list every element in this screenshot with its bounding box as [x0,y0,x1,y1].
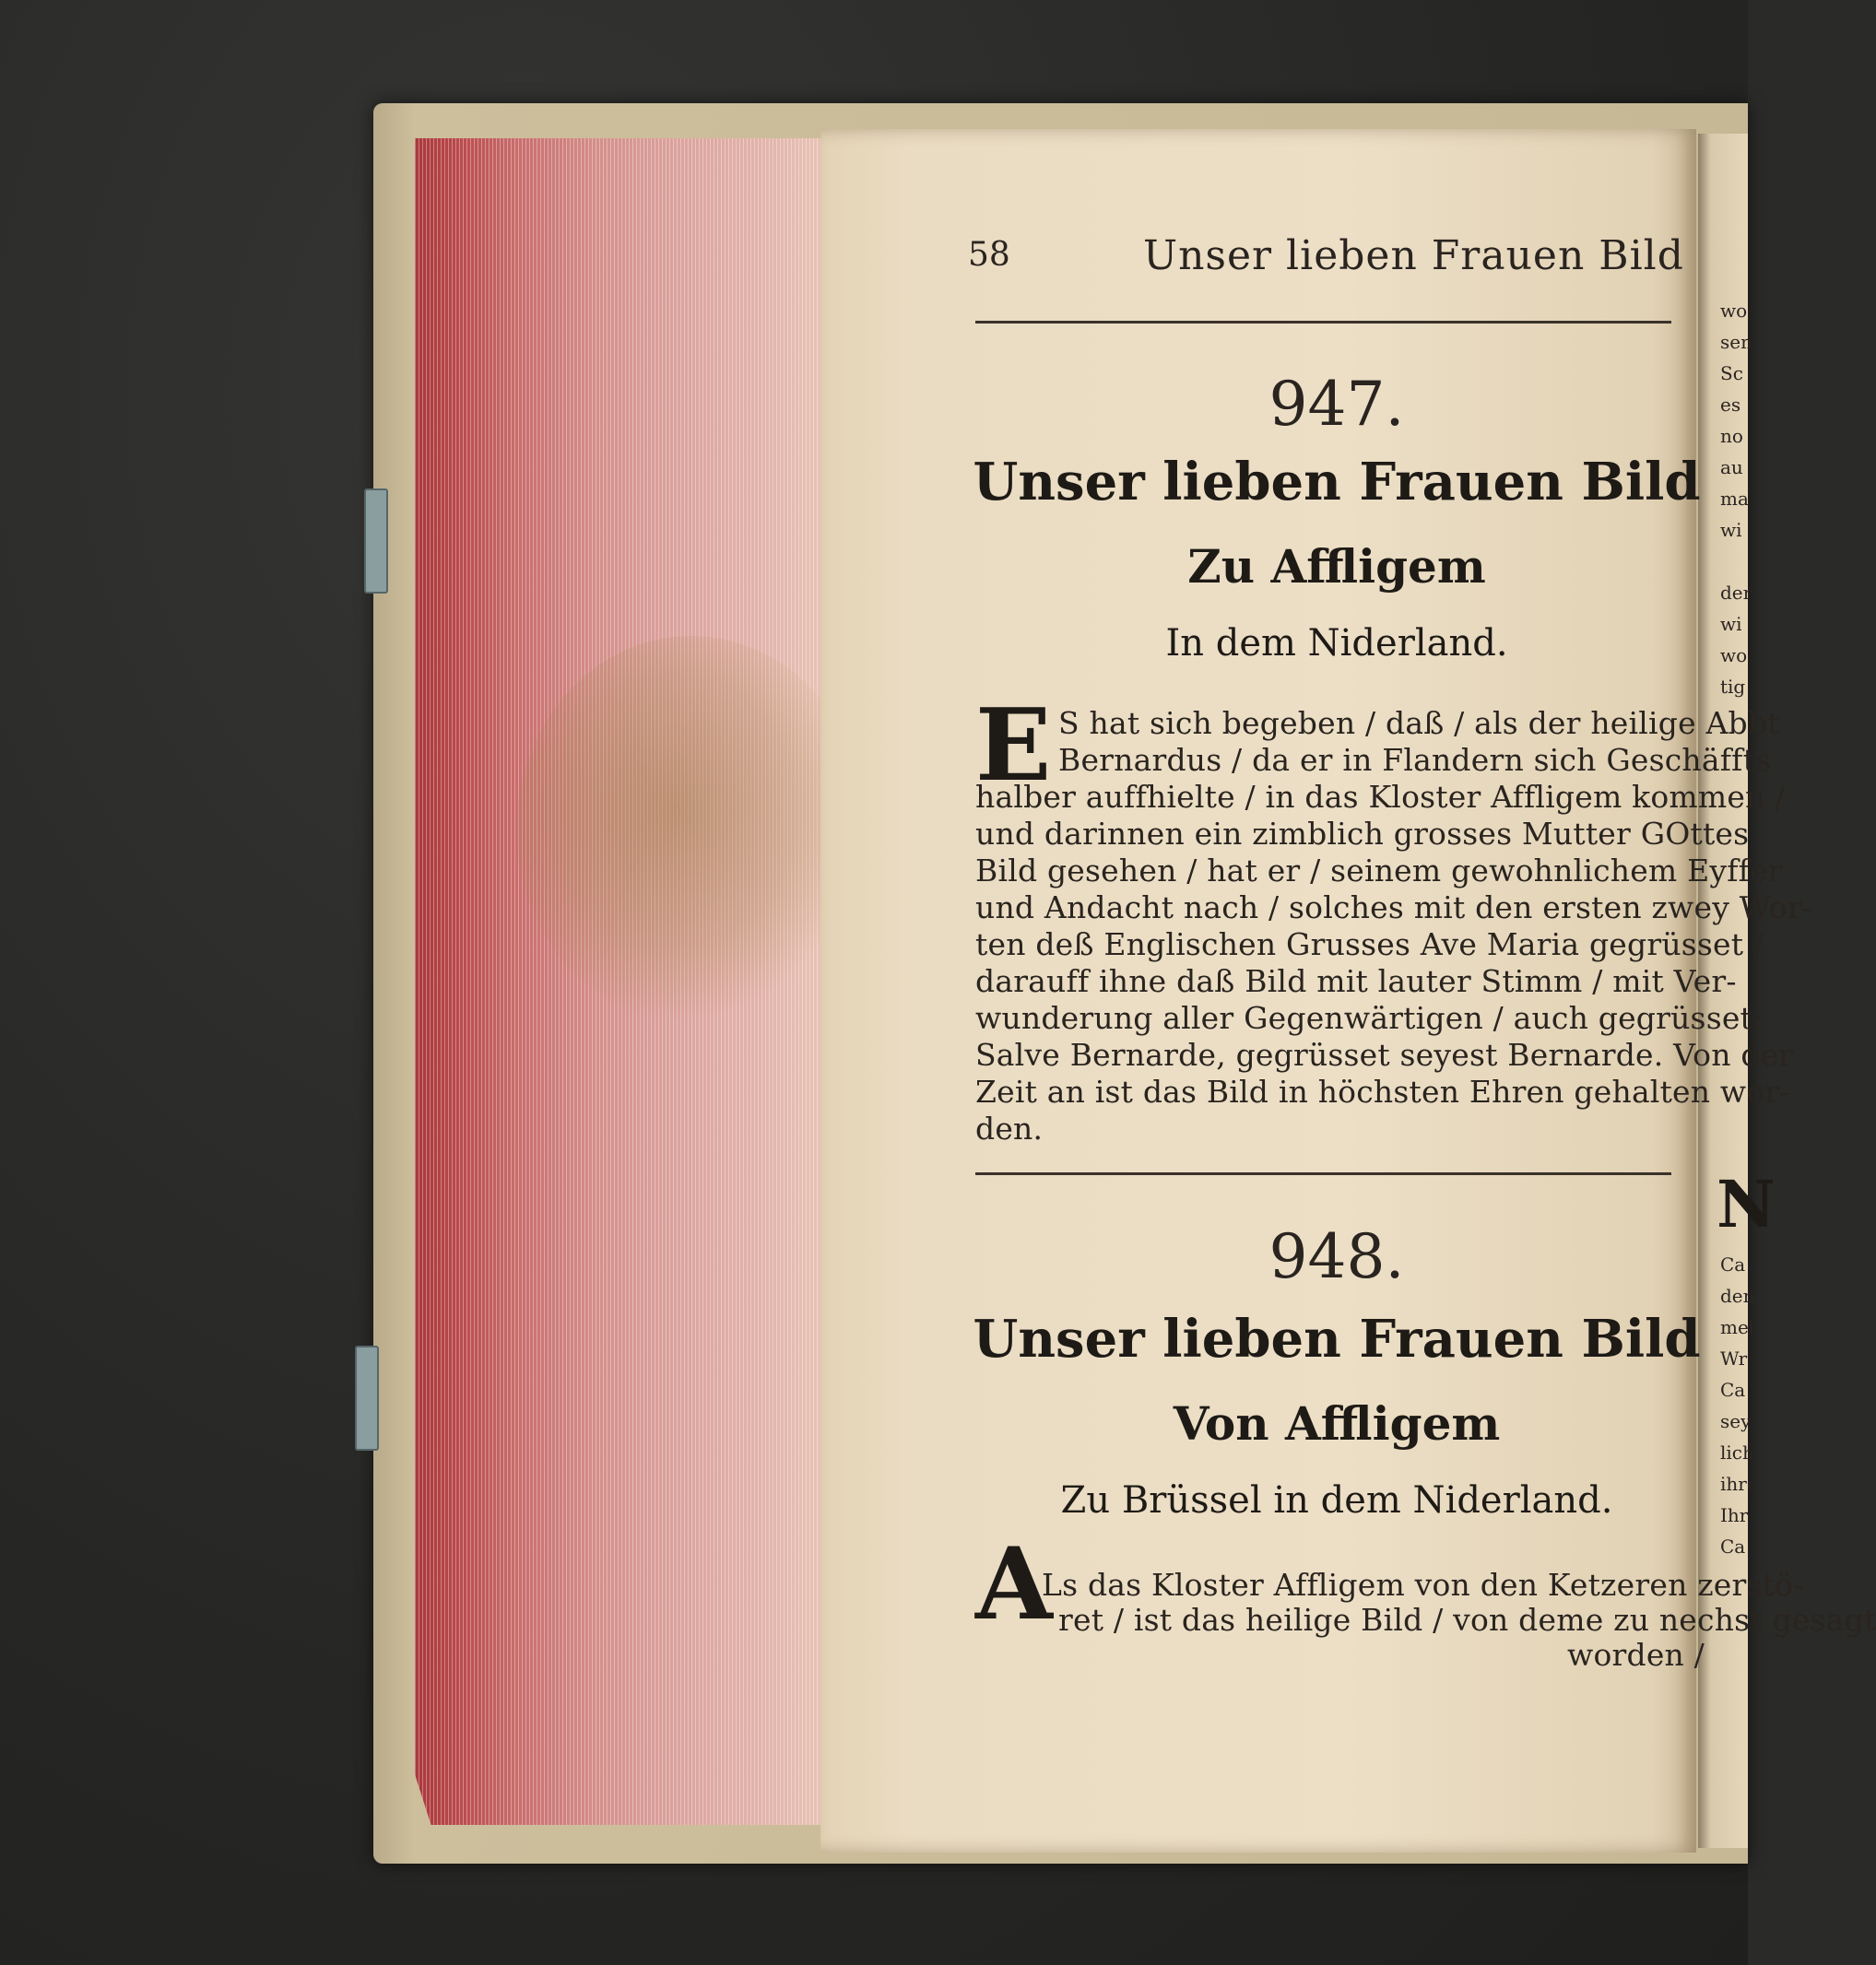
clasp-bottom [355,1346,379,1451]
dropcap: E [975,688,1052,804]
body-line: Bild gesehen / hat er / seinem gewohnlichem Eyffer [975,853,1783,888]
entry-number: 947. [1268,369,1405,440]
entry-title: Unser lieben Frauen Bild [973,1309,1701,1370]
entry-title: Unser lieben Frauen Bild [973,452,1701,512]
body-line: S hat sich begeben / daß / als der heilige Abbt [1058,705,1780,741]
dropcap: A [975,1526,1053,1642]
entry-number: 948. [1268,1221,1405,1292]
running-head-title: Unser lieben Frauen Bild [1143,232,1684,279]
next-page-fragments-bottom: Ca den mel Wr Ca sey lich ihre Ihr Ca [1720,1253,1758,1558]
body-line: Bernardus / da er in Flandern sich Geschäffts [1058,742,1772,778]
body-line: ret / ist das heilige Bild / von deme zu nechst gesagt [1058,1602,1876,1638]
body-line: darauff ihne daß Bild mit lauter Stimm / mit Ver- [975,963,1737,999]
entry-place: Zu Brüssel in dem Niderland. [1060,1479,1613,1522]
entry-subtitle: Zu Affligem [1187,539,1486,594]
next-page-initial: N [1717,1166,1776,1242]
body-line: Ls das Kloster Affligem von den Ketzeren zerstö- [1042,1567,1804,1603]
next-page-fragments-top: wo sen Sc es no au ma wi der wi wo tig [1720,300,1752,698]
body-line: Salve Bernarde, gegrüsset seyest Bernarde. Von der [975,1037,1794,1073]
page-number: 58 [968,236,1010,274]
entry-place: In dem Niderland. [1165,622,1508,665]
head-rule [975,321,1671,324]
body-line: wunderung aller Gegenwärtigen / auch gegrüsset: [975,1000,1764,1036]
body-line: Zeit an ist das Bild in höchsten Ehren gehalten wor- [975,1074,1790,1110]
body-line: ten deß Englischen Grusses Ave Maria gegrüsset / [975,926,1764,962]
body-line: den. [975,1111,1044,1147]
entry-subtitle: Von Affligem [1173,1396,1501,1451]
body-line: und Andacht nach / solches mit den ersten zwey Wor- [975,889,1813,925]
body-line: und darinnen ein zimblich grosses Mutter GOttes [975,816,1750,852]
entry-separator-rule [975,1172,1671,1175]
body-line: halber auffhielte / in das Kloster Affligem kommen / [975,779,1786,815]
water-stain [516,636,867,1023]
clasp-top [364,488,388,594]
body-line: worden / [1567,1637,1705,1673]
